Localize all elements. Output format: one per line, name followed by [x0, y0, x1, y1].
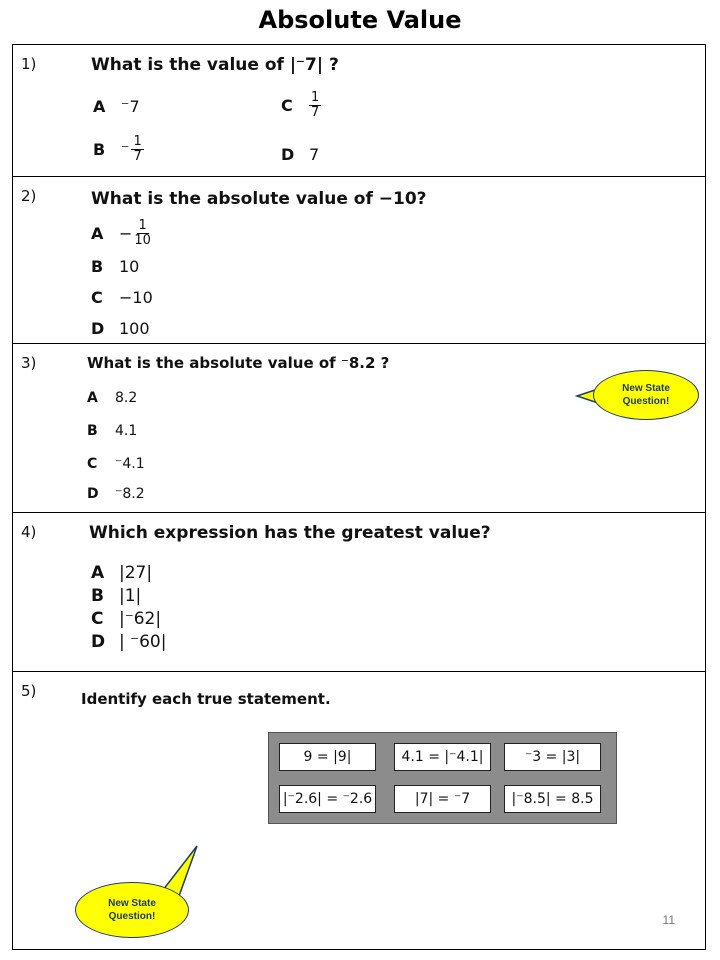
option-c: C |⁻62| [91, 609, 162, 629]
question-2 [13, 177, 705, 344]
question-number: 2) [21, 187, 37, 205]
callout-bubble: New State Question! [593, 370, 699, 420]
question-stem: Identify each true statement. [81, 690, 331, 708]
statement-grid [268, 732, 617, 824]
option-c: C ⁻4.1 [87, 456, 145, 472]
fraction: $\frac{1}{10}$ [134, 218, 151, 248]
callout-bubble: New State Question! [75, 882, 189, 938]
question-5 [13, 672, 705, 949]
new-state-callout [73, 842, 213, 942]
option-a: A − $\frac{1}{10}$ [91, 218, 151, 248]
statement-tile[interactable]: |7| = ⁻7 [394, 785, 491, 813]
question-stem: What is the absolute value of −10? [91, 189, 427, 209]
fraction: $\frac{1}{7}$ [133, 134, 142, 164]
option-a: A 8.2 [87, 390, 138, 406]
option-a: A ⁻7 [93, 97, 140, 116]
statement-tile[interactable]: |⁻8.5| = 8.5 [504, 785, 601, 813]
statement-tile[interactable]: 4.1 = |⁻4.1| [394, 743, 491, 771]
question-3 [13, 344, 705, 513]
option-b: B ⁻ $\frac{1}{7}$ [93, 134, 142, 164]
question-number: 5) [21, 682, 37, 700]
question-stem: What is the absolute value of ⁻8.2 ? [87, 354, 390, 372]
option-a: A |27| [91, 563, 153, 583]
worksheet [12, 44, 706, 950]
page-title: Absolute Value [258, 6, 462, 34]
statement-tile[interactable]: ⁻3 = |3| [504, 743, 601, 771]
question-number: 1) [21, 55, 37, 73]
option-c: C $\frac{1}{7}$ [281, 90, 320, 120]
question-stem: Which expression has the greatest value? [89, 523, 491, 543]
new-state-callout [571, 366, 701, 426]
option-c: C −10 [91, 288, 153, 307]
statement-tile[interactable]: 9 = |9| [279, 743, 376, 771]
question-number: 3) [21, 354, 37, 372]
option-d: D 7 [281, 145, 320, 164]
question-stem: What is the value of |⁻7| ? [91, 55, 339, 75]
question-number: 4) [21, 523, 37, 541]
option-b: B 10 [91, 257, 140, 276]
option-d: D ⁻8.2 [87, 486, 145, 502]
option-b: B |1| [91, 586, 142, 606]
fraction: $\frac{1}{7}$ [311, 90, 320, 120]
question-4 [13, 513, 705, 672]
option-b: B 4.1 [87, 423, 138, 439]
statement-tile[interactable]: |⁻2.6| = ⁻2.6 [279, 785, 376, 813]
option-d: D 100 [91, 319, 150, 338]
option-d: D | ⁻60| [91, 632, 167, 652]
page-number: 11 [662, 913, 675, 927]
question-1 [13, 45, 705, 177]
